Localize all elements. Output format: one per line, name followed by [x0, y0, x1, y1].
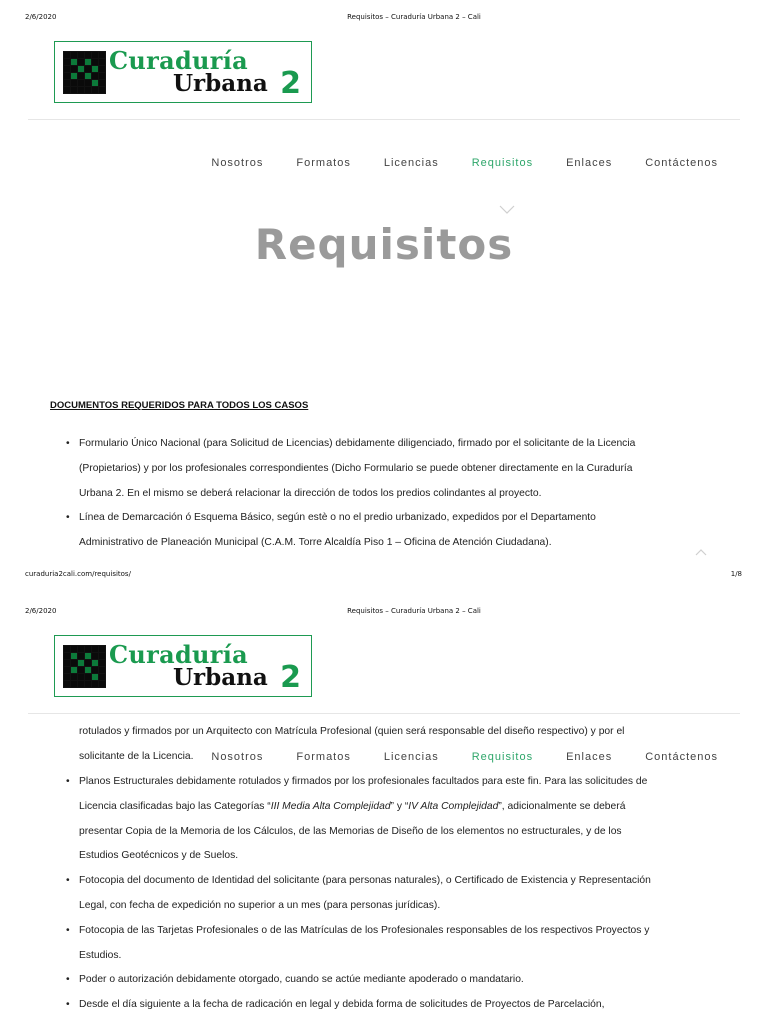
chevron-up-icon[interactable] — [695, 548, 707, 556]
logo-number: 2 — [280, 66, 301, 101]
section-heading: DOCUMENTOS REQUERIDOS PARA TODOS LOS CASOS — [50, 400, 309, 411]
list-item-line: • Fotocopia de las Tarjetas Profesionales o de las Matrículas de los Profesionales responsables de los respectivos Proyectos y — [79, 924, 650, 936]
logo-line2: Urbana — [173, 70, 268, 97]
list-item — [79, 869, 719, 919]
nav-item-nosotros[interactable]: Nosotros — [211, 751, 264, 763]
print-header — [0, 13, 768, 25]
nav-item-formatos[interactable]: Formatos — [296, 751, 351, 763]
list-item-line: Estudios Geotécnicos y de Suelos. — [79, 850, 239, 862]
header-divider — [28, 713, 740, 714]
print-url: curaduria2cali.com/requisitos/ — [25, 570, 131, 578]
nav-item-formatos[interactable]: Formatos — [296, 157, 351, 169]
list-item — [79, 506, 719, 556]
print-title: Requisitos – Curaduría Urbana 2 – Cali — [347, 13, 481, 21]
print-title: Requisitos – Curaduría Urbana 2 – Cali — [347, 607, 481, 615]
list-item — [79, 919, 719, 969]
list-item-line: (Propietarios) y por los profesionales correspondientes (Dicho Formulario se puede obtener directamente en la Curaduría — [79, 462, 633, 474]
requirements-list — [79, 432, 719, 556]
print-page-number: 1/8 — [730, 570, 742, 578]
continued-line: rotulados y firmados por un Arquitecto con Matrícula Profesional (quien será responsable del diseño respectivo) y por el — [79, 726, 625, 737]
logo-grid-icon — [63, 51, 106, 94]
nav-item-enlaces[interactable]: Enlaces — [566, 751, 613, 763]
list-item-line: • Poder o autorización debidamente otorgado, cuando se actúe mediante apoderado o mandatario. — [79, 974, 524, 986]
nav-item-contactenos[interactable]: Contáctenos — [645, 751, 718, 763]
nav-item-licencias[interactable]: Licencias — [383, 157, 439, 169]
continued-line: solicitante de la Licencia. — [79, 750, 194, 762]
list-item-line: • Desde el día siguiente a la fecha de radicación en legal y debida forma de solicitudes de Proyectos de Parcelación, — [79, 999, 605, 1011]
list-item-line: Licencia clasificadas bajo las Categorías “III Media Alta Complejidad” y “IV Alta Complejidad”, adicionalmente se deberá — [79, 800, 626, 812]
list-item — [79, 993, 719, 1018]
print-date: 2/6/2020 — [25, 13, 57, 21]
logo-line1: Curaduría — [109, 640, 248, 669]
logo-line1: Curaduría — [109, 46, 248, 75]
list-item-line: • Fotocopia del documento de Identidad del solicitante (para personas naturales), o Certificado de Existencia y Representación — [79, 875, 651, 887]
nav-item-contactenos[interactable]: Contáctenos — [645, 157, 718, 169]
logo-number: 2 — [280, 660, 301, 695]
site-logo[interactable] — [54, 41, 312, 103]
list-item-line: Administrativo de Planeación Municipal (C.A.M. Torre Alcaldía Piso 1 – Oficina de Atención Ciudadana). — [79, 537, 552, 549]
list-item — [79, 770, 719, 869]
nav-item-requisitos[interactable]: Requisitos — [471, 751, 534, 763]
nav-item-enlaces[interactable]: Enlaces — [566, 157, 613, 169]
list-item-line: Urbana 2. En el mismo se deberá relacionar la dirección de todos los predios colindantes al proyecto. — [79, 487, 542, 499]
logo-grid-icon — [63, 645, 106, 688]
main-nav — [211, 157, 718, 173]
nav-item-requisitos[interactable]: Requisitos — [471, 157, 534, 169]
nav-item-nosotros[interactable]: Nosotros — [211, 157, 264, 169]
site-logo[interactable] — [54, 635, 312, 697]
list-item-line: • Formulario Único Nacional (para Solicitud de Licencias) debidamente diligenciado, firmado por el solicitante de la Licencia — [79, 438, 636, 449]
print-footer — [0, 570, 768, 582]
logo-line2: Urbana — [173, 664, 268, 691]
print-header — [0, 607, 768, 619]
nav-item-licencias[interactable]: Licencias — [383, 751, 439, 763]
list-item — [79, 432, 719, 506]
list-item-line: • Planos Estructurales debidamente rotulados y firmados por los profesionales facultados para este fin. Para las solicitudes de — [79, 776, 648, 787]
print-date: 2/6/2020 — [25, 607, 57, 615]
chevron-down-icon[interactable] — [499, 205, 515, 215]
page-title: Requisitos — [254, 220, 514, 269]
main-nav — [211, 751, 718, 767]
list-item-line: presentar Copia de la Memoria de los Cálculos, de las Memorias de Diseño de los elementos no estructurales, y de los — [79, 825, 622, 837]
list-item — [79, 968, 719, 993]
list-item-line: Legal, con fecha de expedición no superior a un mes (para personas jurídicas). — [79, 899, 441, 911]
requirements-list — [79, 770, 719, 1018]
print-page-2 — [0, 594, 768, 1024]
list-item-line: • Línea de Demarcación ó Esquema Básico, según estè o no el predio urbanizado, expedidos por el Departamento — [79, 512, 596, 524]
header-divider — [28, 119, 740, 120]
list-item-line: Estudios. — [79, 949, 122, 961]
